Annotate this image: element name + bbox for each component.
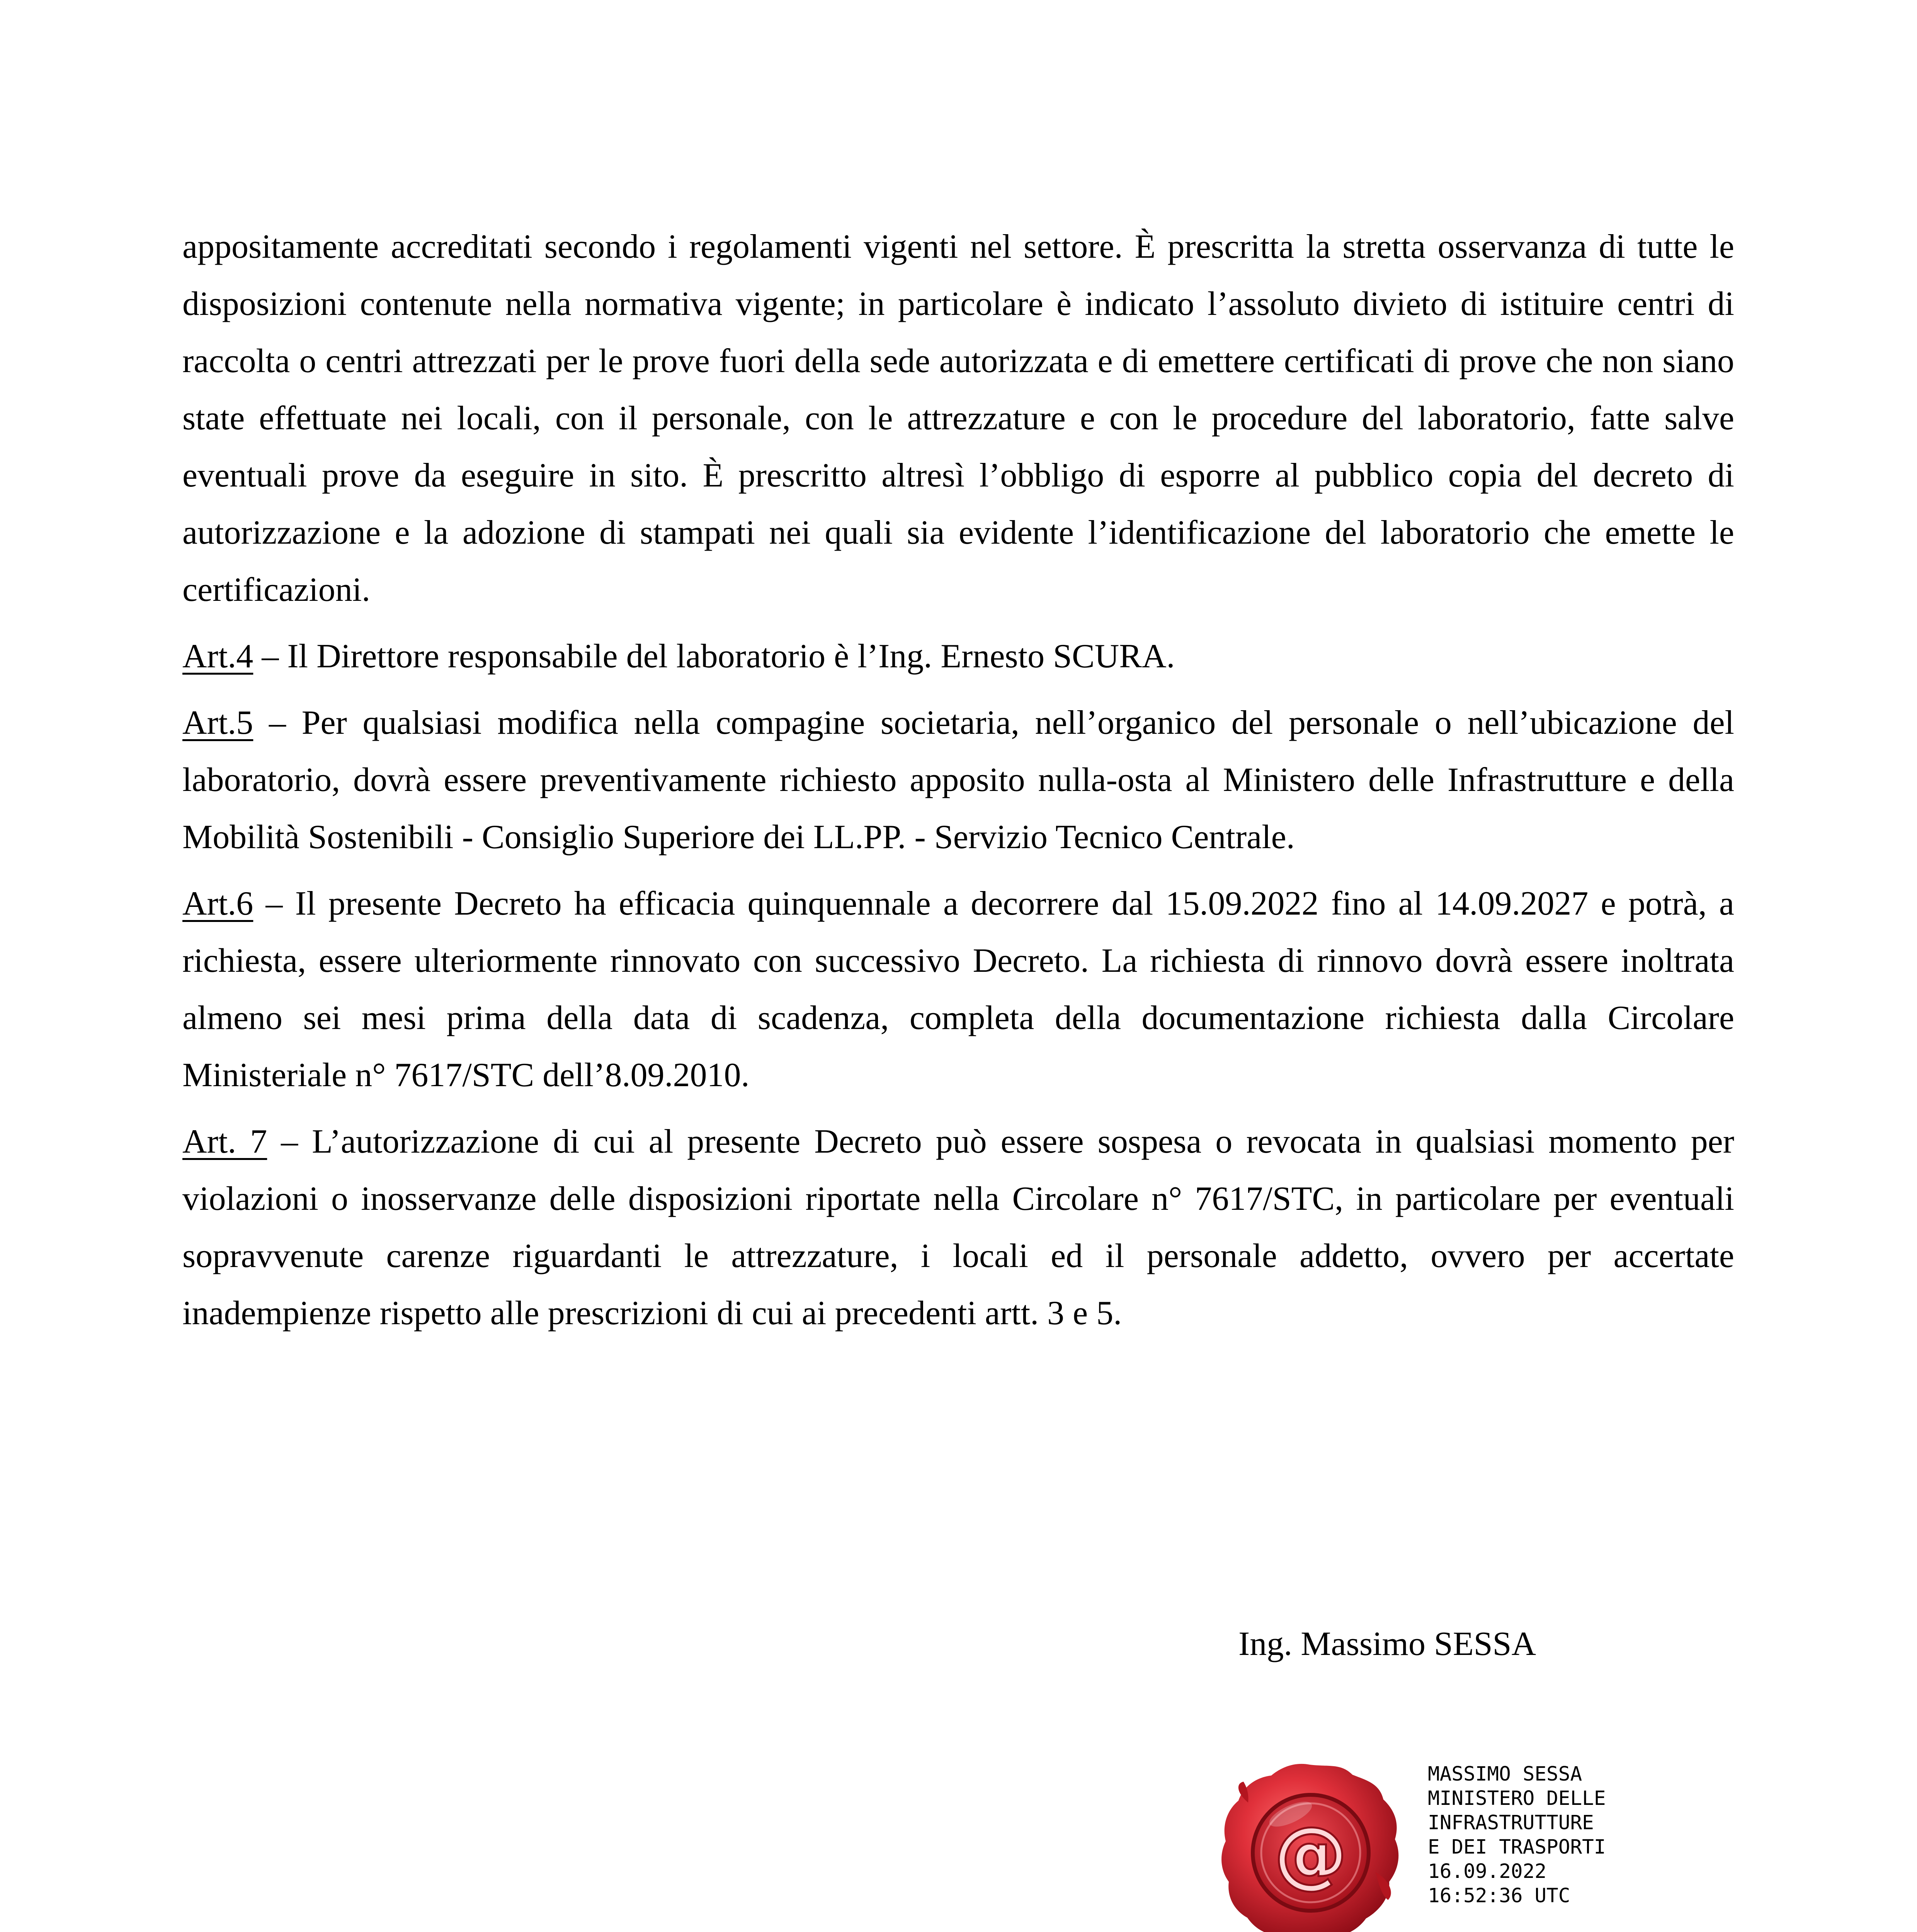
article-text: – L’autorizzazione di cui al presente Decreto può essere sospesa o revocata in qualsiasi momento per violazioni o inosservanze delle disposizioni riportate nella Circolare n° 7617/STC, in particolare per eventuali sopravvenute carenze riguardanti le attrezzature, i locali ed il personale addetto, ovvero per accertate inadempienze rispetto alle prescrizioni di cui ai precedenti artt. 3 e 5. — [182, 1123, 1734, 1332]
article-label: Art. 7 — [182, 1123, 267, 1160]
article-6 — [182, 875, 1734, 1104]
signer-name: Ing. Massimo SESSA — [1238, 1625, 1536, 1663]
decree-body — [182, 218, 1734, 1342]
article-label: Art.6 — [182, 885, 253, 922]
digital-signature-info — [1428, 1762, 1606, 1908]
article-text: – Il presente Decreto ha efficacia quinquennale a decorrere dal 15.09.2022 fino al 14.09.2027 e potrà, a richiesta, essere ulteriormente rinnovato con successivo Decreto. La richiesta di rinnovo dovrà essere inoltrata almeno sei mesi prima della data di scadenza, completa della documentazione richiesta dalla Circolare Ministeriale n° 7617/STC dell’8.09.2010. — [182, 885, 1734, 1094]
signature-line: E DEI TRASPORTI — [1428, 1836, 1606, 1859]
signature-line: INFRASTRUTTURE — [1428, 1811, 1594, 1834]
article-4 — [182, 628, 1734, 685]
article-text: – Per qualsiasi modifica nella compagine societaria, nell’organico del personale o nell’ubicazione del laboratorio, dovrà essere preventivamente richiesto apposito nulla-osta al Ministero delle Infrastrutture e della Mobilità Sostenibili - Consiglio Superiore dei LL.PP. - Servizio Tecnico Centrale. — [182, 704, 1734, 856]
svg-text:@: @ — [1274, 1811, 1347, 1896]
article-label: Art.5 — [182, 704, 253, 742]
article-7 — [182, 1113, 1734, 1342]
article-label: Art.4 — [182, 638, 253, 675]
wax-seal-at-icon — [1213, 1756, 1407, 1932]
paragraph-text: appositamente accreditati secondo i regolamenti vigenti nel settore. È prescritta la stretta osservanza di tutte le disposizioni contenute nella normativa vigente; in particolare è indicato l’assoluto divieto di istituire centri di raccolta o centri attrezzati per le prove fuori della sede autorizzata e di emettere certificati di prove che non siano state effettuate nei locali, con il personale, con le attrezzature e con le procedure del laboratorio, fatte salve eventuali prove da eseguire in sito. È prescritto altresì l’obbligo di esporre al pubblico copia del decreto di autorizzazione e la adozione di stampati nei quali sia evidente l’identificazione del laboratorio che emette le certificazioni. — [182, 228, 1734, 609]
signature-line: MINISTERO DELLE — [1428, 1787, 1606, 1810]
signature-date: 16.09.2022 — [1428, 1860, 1547, 1883]
paragraph-continuation — [182, 218, 1734, 619]
signature-line: MASSIMO SESSA — [1428, 1763, 1582, 1786]
article-5 — [182, 694, 1734, 866]
signature-time: 16:52:36 UTC — [1428, 1884, 1570, 1907]
article-text: – Il Direttore responsabile del laboratorio è l’Ing. Ernesto SCURA. — [253, 638, 1175, 675]
